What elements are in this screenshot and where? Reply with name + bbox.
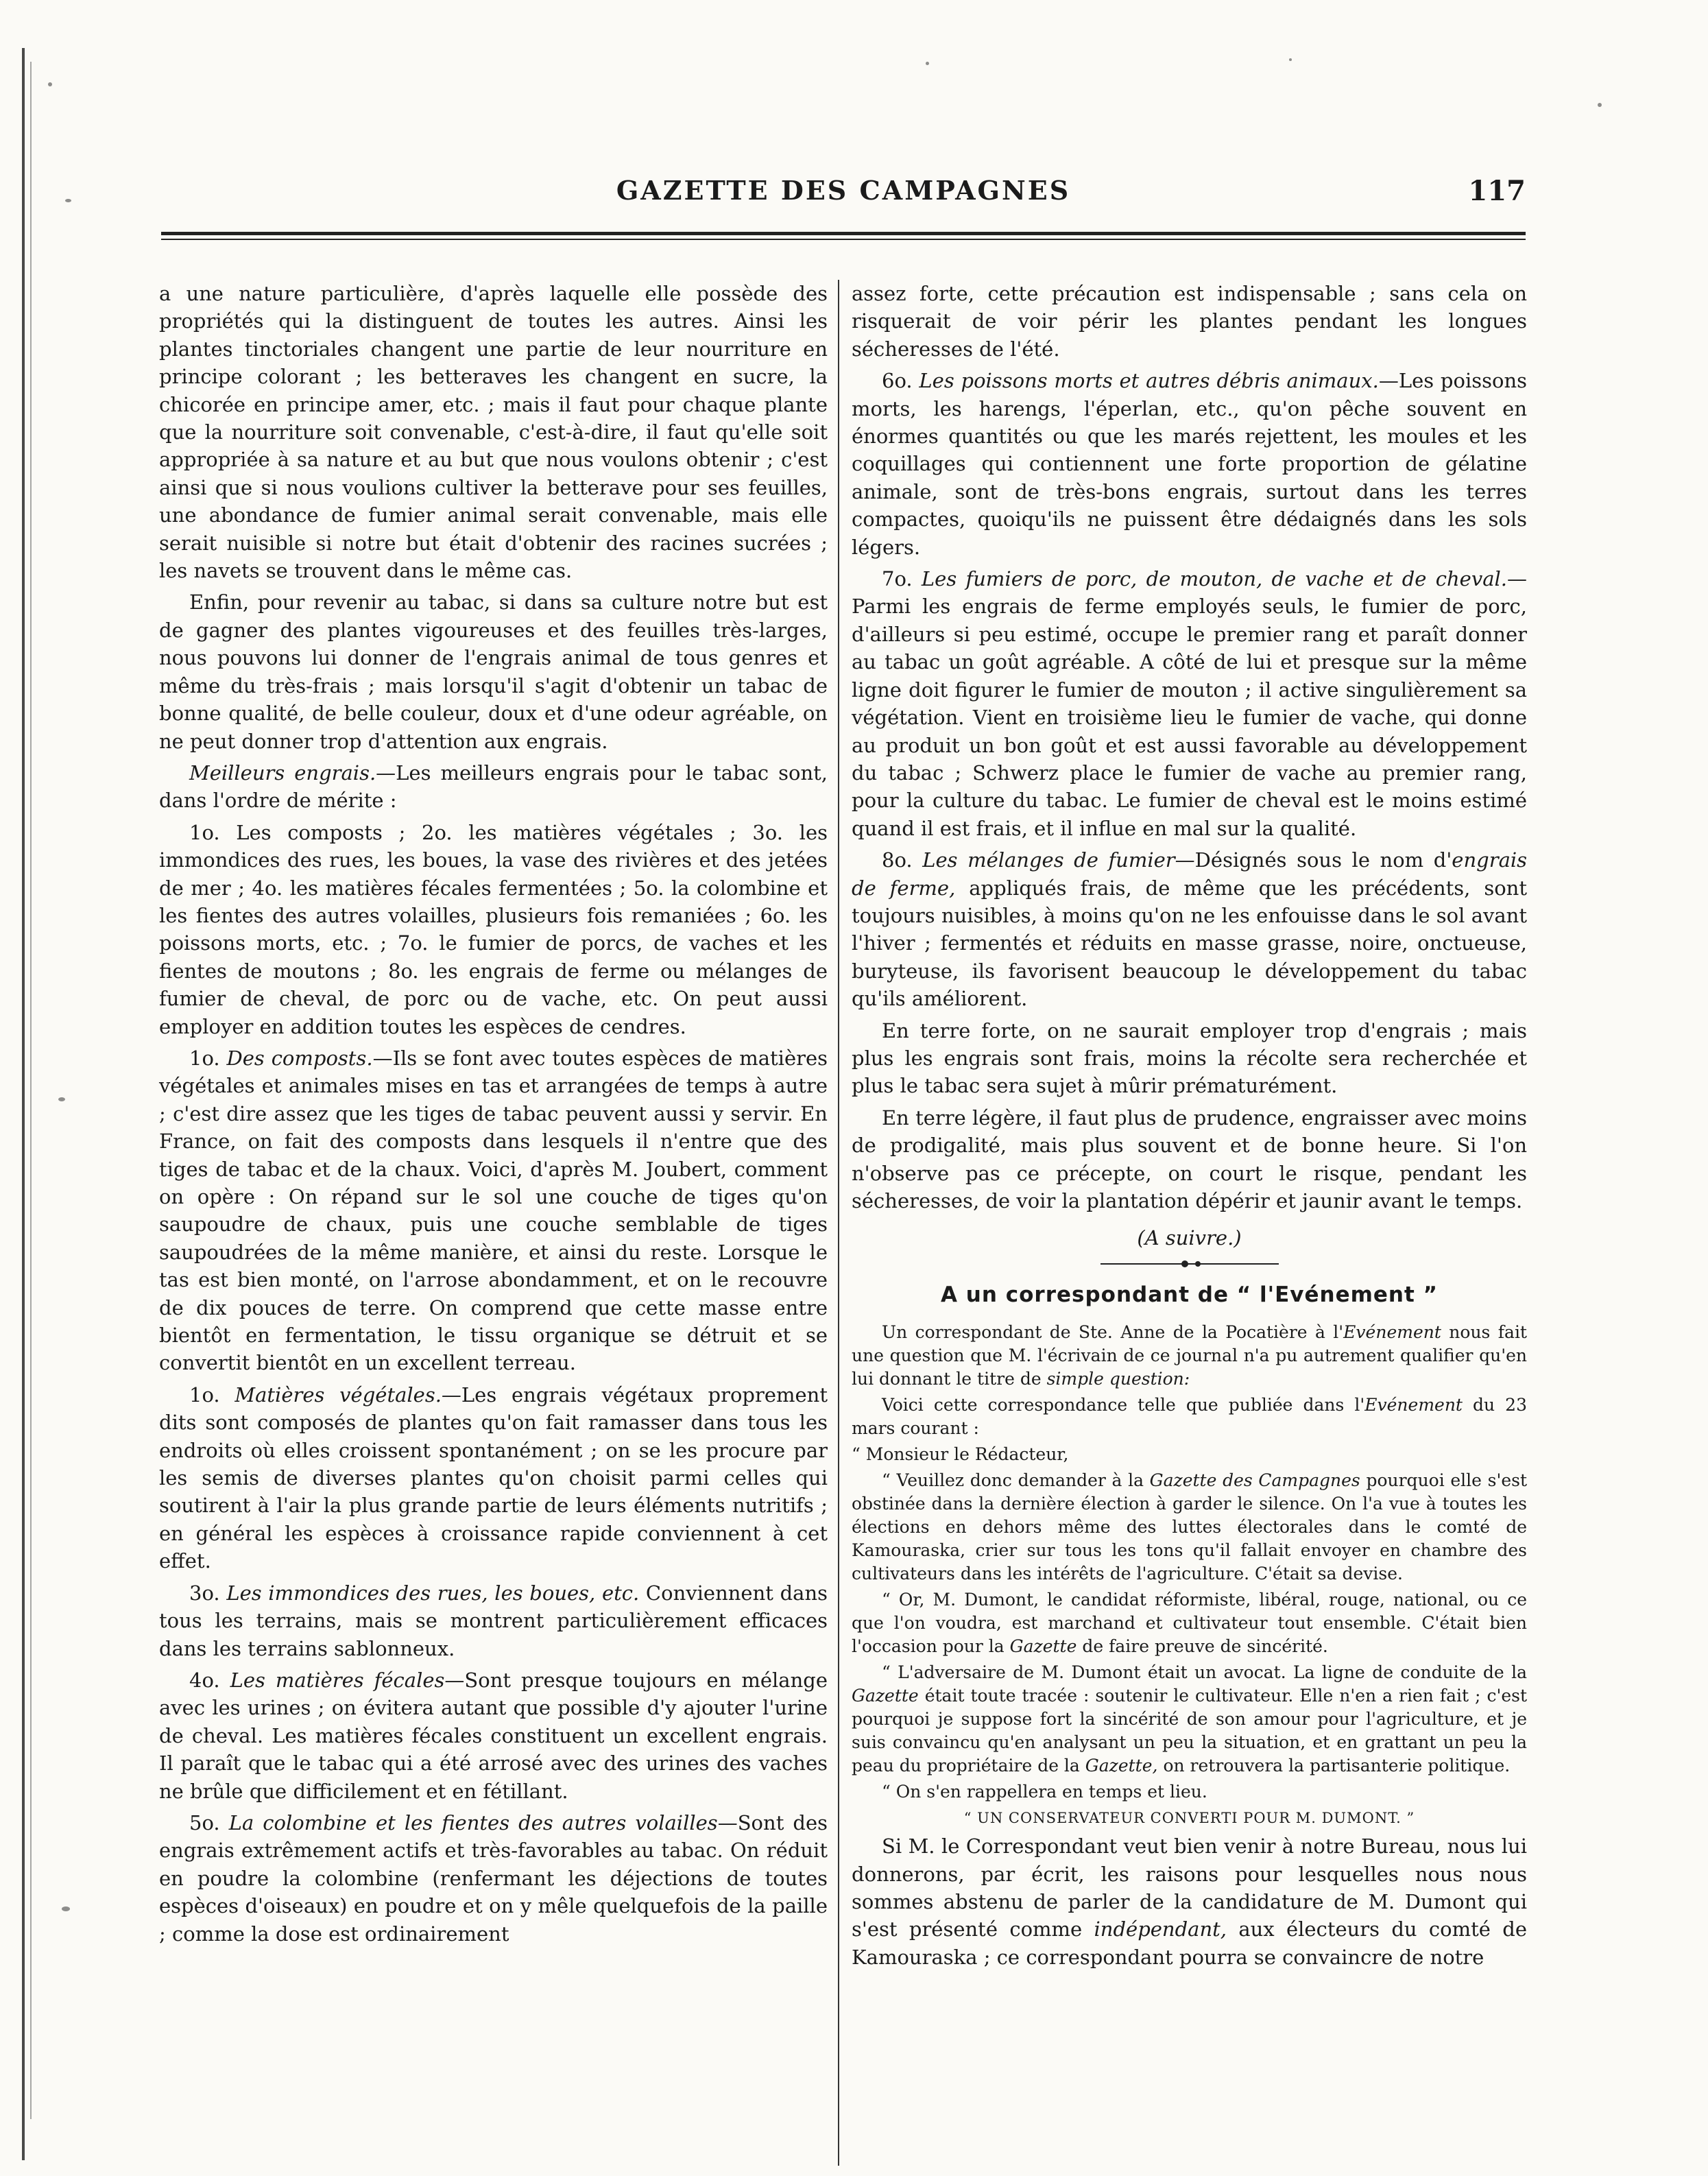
left-column [159,280,828,1952]
paragraph: 3o. Les immondices des rues, les boues, etc. Conviennent dans tous les terrains, mais se montrent particulièrement efficaces dans les terrains sablonneux. [159,1581,828,1660]
ornamental-divider [1100,1260,1279,1267]
paragraph: Un correspondant de Ste. Anne de la Pocatière à l'Evénement nous fait une question que M. l'écrivain de ce journal n'a pu autrement qualifier qu'en lui donnant le titre de simple question: [852,1322,1527,1389]
binding-edge [22,48,25,2160]
paragraph: “ On s'en rappellera en temps et lieu. [882,1782,1207,1802]
salutation: “ Monsieur le Rédacteur, [852,1444,1069,1465]
paragraph: Si M. le Correspondant veut bien venir à notre Bureau, nous lui donnerons, par écrit, les raisons pour lesquelles nous nous sommes abstenu de parler de la candidature de M. Dumont qui s'est présenté comme indépendant, aux électeurs du comté de Kamouraska ; ce correspondant pourra se convaincre de notre [852,1834,1527,1969]
page-header [161,175,1526,216]
article-heading: A un correspondant de “ l'Evénement ” [941,1282,1438,1307]
paragraph: assez forte, cette précaution est indispensable ; sans cela on risquerait de voir périr les plantes pendant les longues sécheresses de l'été. [852,282,1527,361]
paragraph: Enfin, pour revenir au tabac, si dans sa culture notre but est de gagner des plantes vigoureuses et des feuilles très-larges, nous pouvons lui donner de l'engrais animal de tous genres et même du très-frais ; mais lorsqu'il s'agit d'obtenir un tabac de bonne qualité, de belle couleur, doux et d'une odeur agréable, on ne peut donner trop d'attention aux engrais. [159,590,828,753]
paragraph: 1o. Des composts.—Ils se font avec toutes espèces de matières végétales et animales mises en tas et arrangées de temps à autre ; c'est dire assez que les tiges de tabac peuvent aussi y servir. En France, on fait des composts dans lesquels il n'entre que des tiges de tabac et de la chaux. Voici, d'après M. Joubert, comment on opère : On répand sur le sol une couche de tiges qu'on saupoudre de chaux, puis une couche semblable de tiges saupoudrées de la même manière, et ainsi du reste. Lorsque le tas est bien monté, on l'arrose abondamment, et on le recouvre de dix pouces de terre. On comprend que cette masse entre bientôt en fermentation, le tissu organique se détruit et se convertit bientôt en un excellent terreau. [159,1046,828,1375]
paragraph: 6o. Les poissons morts et autres débris animaux.—Les poissons morts, les harengs, l'éperlan, etc., qu'on pêche souvent en énormes quantités ou que les marés rejettent, les moules et les coquillages qui contiennent une forte proportion de gélatine animale, sont de très-bons engrais, surtout dans les terres compactes, quoiqu'ils ne puissent être dédaignés dans les sols légers. [852,369,1527,559]
to-be-continued: (A suivre.) [1137,1226,1242,1250]
paragraph: 7o. Les fumiers de porc, de mouton, de vache et de cheval.—Parmi les engrais de ferme employés seuls, le fumier de porc, d'ailleurs si peu estimé, occupe le premier rang et paraît donner au tabac un goût agréable. A côté de lui et presque sur la même ligne doit figurer le fumier de mouton ; il active singulièrement sa végétation. Vient en troisième lieu le fumier de vache, qui donne au produit un bon goût et est aussi favorable au développement du tabac ; Schwerz place le fumier de vache au premier rang, pour la culture du tabac. Le fumier de cheval est le moins estimé quand il est frais, et il influe en mal sur la qualité. [852,567,1527,840]
paragraph: 1o. Matières végétales.—Les engrais végétaux proprement dits sont composés de plantes qu'on fait ramasser dans tous les endroits où elles croissent spontanément ; on se les procure par les semis de diverses plantes qu'on choisit parmi celles qui soutirent à l'air la plus grande partie de leurs éléments nutritifs ; en général les espèces à croissance rapide conviennent à cet effet. [159,1383,828,1573]
paragraph: “ Or, M. Dumont, le candidat réformiste, libéral, rouge, national, ou ce que l'on voudra, est marchand et cultivateur tout ensemble. C'était bien l'occasion pour la Gazette de faire preuve de sincérité. [852,1590,1527,1657]
paragraph: En terre forte, on ne saurait employer trop d'engrais ; mais plus les engrais sont frais, moins la récolte sera recherchée et plus le tabac sera sujet à mûrir prématurément. [852,1018,1527,1098]
paragraph: 8o. Les mélanges de fumier—Désignés sous le nom d'engrais de ferme, appliqués frais, de même que les précédents, sont toujours nuisibles, à moins qu'on ne les enfouisse dans le sol avant l'hiver ; fermentés et réduits en masse grasse, noire, onctueuse, buryteuse, ils favorisent beaucoup le développement du tabac qu'ils améliorent. [852,848,1528,1011]
paragraph: “ L'adversaire de M. Dumont était un avocat. La ligne de conduite de la Gazette était toute tracée : soutenir le cultivateur. Elle n'en a rien fait ; c'est pourquoi je suppose fort la sincérité de son amour pour l'agriculture, et je suis convaincu qu'en analysant un peu la situation, et en grattant un peu la peau du propriétaire de la Gazette, on retrouvera la partisanterie politique. [852,1662,1527,1776]
paragraph: a une nature particulière, d'après laquelle elle possède des propriétés qui la distinguent de toutes les autres. Ainsi les plantes tinctoriales changent une partie de leur nourriture en principe colorant ; les betteraves les changent en sucre, la chicorée en principe amer, etc. ; mais il faut pour chaque plante que la nourriture soit convenable, c'est-à-dire, il faut qu'elle soit appropriée à sa nature et au but que nous voulons obtenir ; c'est ainsi que si nous voulions cultiver la betterave pour ses feuilles, une abondance de fumier animal serait convenable, mais elle serait nuisible si notre but était d'obtenir des racines sucrées ; les navets se trouvent dans le même cas. [159,282,828,583]
right-column [852,280,1527,1975]
signature: “ UN CONSERVATEUR CONVERTI POUR M. DUMONT. ” [963,1810,1415,1827]
column-divider [838,280,839,2166]
newspaper-title: GAZETTE DES CAMPAGNES [616,175,1071,206]
header-rule-thin [161,239,1526,240]
page-number: 117 [1468,175,1526,207]
quoted-correspondence [852,1321,1527,1830]
paragraph: 5o. La colombine et les fientes des autres volailles—Sont des engrais extrêmement actifs et très-favorables au tabac. On réduit en poudre la colombine (renfermant les déjections de toutes espèces d'oiseaux) en poudre et on y mêle quelquefois de la paille ; comme la dose est ordinairement [159,1810,828,1946]
binding-shadow [30,62,32,2119]
paragraph: Voici cette correspondance telle que publiée dans l'Evénement du 23 mars courant : [852,1395,1527,1439]
paragraph: “ Veuillez donc demander à la Gazette des Campagnes pourquoi elle s'est obstinée dans la dernière élection à garder le silence. On l'a vue à toutes les élections en dehors même des luttes électorales dans le comté de Kamouraska, crier sur tous les tons qu'il fallait envoyer en chambre des cultivateurs dans les intérêts de l'agriculture. C'était sa devise. [852,1470,1528,1584]
paragraph: Meilleurs engrais.—Les meilleurs engrais pour le tabac sont, dans l'ordre de mérite : [159,761,828,813]
paragraph: 1o. Les composts ; 2o. les matières végétales ; 3o. les immondices des rues, les boues, la vase des rivières et des jetées de mer ; 4o. les matières fécales fermentées ; 5o. la colombine et les fientes des autres volailles, plusieurs fois remaniées ; 6o. les poissons morts, etc. ; 7o. le fumier de porcs, de vaches et les fientes de moutons ; 8o. les engrais de ferme ou mélanges de fumier de cheval, de porc ou de vache, etc. On peut aussi employer en addition toutes les espèces de cendres. [159,820,828,1038]
paragraph: 4o. Les matières fécales—Sont presque toujours en mélange avec les urines ; on évitera autant que possible d'y ajouter l'urine de cheval. Les matières fécales constituent un excellent engrais. Il paraît que le tabac qui a été arrosé avec des urines des vaches ne brûle que difficilement et en fétillant. [159,1668,828,1803]
header-rule-thick [161,232,1526,235]
paragraph: En terre légère, il faut plus de prudence, engraisser avec moins de prodigalité, mais plus souvent et de bonne heure. Si l'on n'observe pas ce précepte, on court le risque, pendant les sécheresses, de voir la plantation dépérir et jaunir avant le temps. [852,1105,1527,1212]
